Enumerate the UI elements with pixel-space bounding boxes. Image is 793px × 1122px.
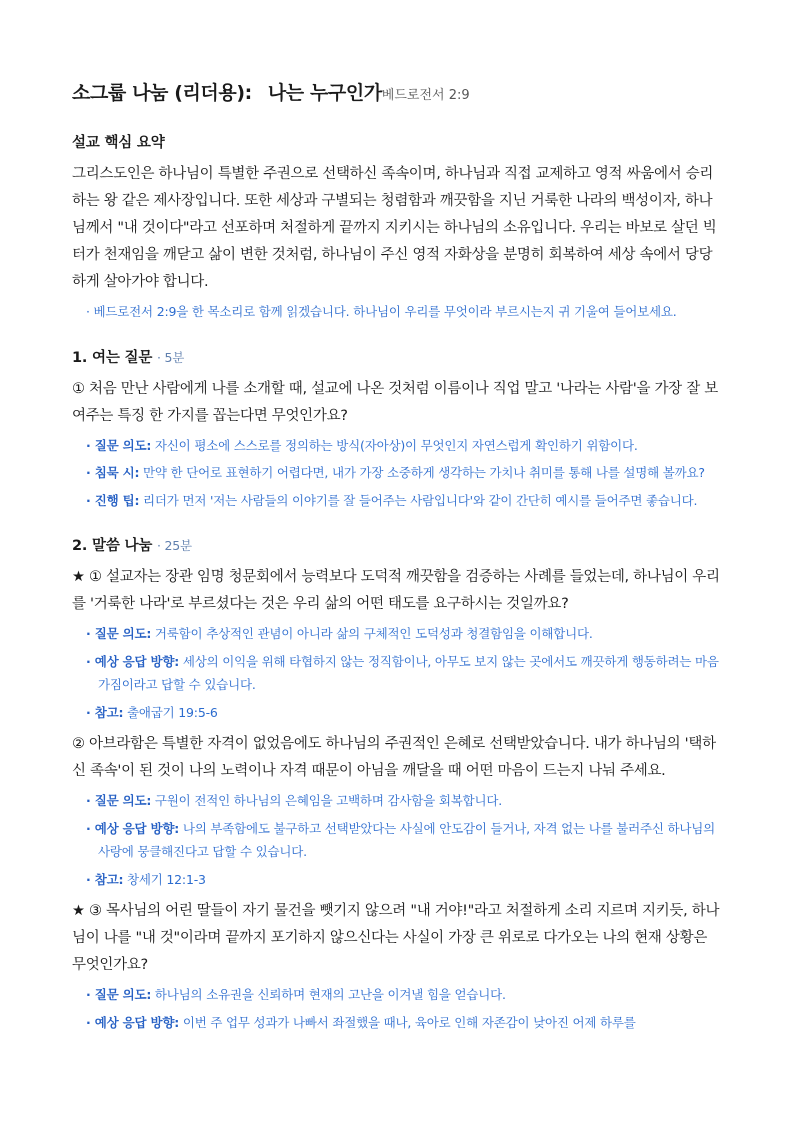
scripture-reference: 베드로전서 2:9 bbox=[381, 88, 470, 103]
summary-body: 그리스도인은 하나님이 특별한 주권으로 선택하신 족속이며, 하나님과 직접 교제하고 영적 싸움에서 승리하는 왕 같은 제사장입니다. 또한 세상과 구별되는 청렴함과 깨끗함을 지닌 거룩한 나라의 백성이자, 하나님께서 "내 것이다"라고 선포하며 처절하게 끝까지 지키시는 하나님의 소유입니다. 우리는 바보로 살던 빅터가 천재임을 깨닫고 삶이 변한 것처럼, 하나님이 주신 영적 자화상을 분명히 회복하여 세상 속에서 당당하게 살아가야 합니다. bbox=[72, 166, 717, 290]
note-label: · 질문 의도: bbox=[86, 626, 152, 641]
note-text: 하나님의 소유권을 신뢰하며 현재의 고난을 이겨낼 힘을 얻습니다. bbox=[151, 987, 506, 1002]
question-text: ★ ① 설교자는 장관 임명 청문회에서 능력보다 도덕적 깨끗함을 검증하는 사례를 들었는데, 하나님이 우리를 '거룩한 나라'로 부르셨다는 것은 우리 삶의 어떤 태도를 요구하시는 것일까요? bbox=[72, 569, 720, 612]
section-title: 1. 여는 질문 bbox=[72, 349, 153, 366]
leader-note bbox=[86, 983, 721, 1007]
summary-heading: 설교 핵심 요약 bbox=[72, 135, 165, 151]
note-label: · 참고: bbox=[86, 871, 124, 887]
note-text: 구원이 전적인 하나님의 은혜임을 고백하며 감사함을 회복합니다. bbox=[151, 793, 502, 808]
note-label: · 예상 응답 방향: bbox=[86, 653, 180, 669]
leader-note bbox=[86, 789, 721, 813]
title-text: 소그룹 나눔 (리더용): bbox=[72, 82, 252, 104]
section-time: · 5분 bbox=[156, 349, 185, 365]
summary-note: · 베드로전서 2:9을 한 목소리로 함께 읽겠습니다. 하나님이 우리를 무엇이라 부르시는지 귀 기울여 들어보세요. bbox=[86, 304, 677, 319]
section-title: 2. 말씀 나눔 bbox=[72, 538, 153, 554]
note-label: · 예상 응답 방향: bbox=[86, 820, 180, 836]
note-label: · 진행 팁: bbox=[86, 492, 140, 508]
leader-note bbox=[86, 461, 721, 485]
section-heading bbox=[72, 346, 721, 367]
note-label: · 질문 의도: bbox=[86, 437, 152, 453]
note-text: 이번 주 업무 성과가 나빠서 좌절했을 때나, 육아로 인해 자존감이 낮아진 어제 하루를 bbox=[179, 1014, 636, 1030]
note-text: 리더가 먼저 '저는 사람들의 이야기를 잘 들어주는 사람입니다'와 같이 간단히 예시를 들어주면 좋습니다. bbox=[139, 492, 698, 508]
note-label: · 질문 의도: bbox=[86, 987, 152, 1002]
note-label: · 참고: bbox=[86, 704, 124, 720]
title-subtitle: 나는 누구인가 bbox=[267, 82, 382, 104]
section-time: · 25분 bbox=[156, 538, 192, 553]
note-text: 자신이 평소에 스스로를 정의하는 방식(자아상)이 무엇인지 자연스럽게 확인하기 위함이다. bbox=[151, 437, 638, 453]
note-label: · 예상 응답 방향: bbox=[86, 1014, 180, 1030]
leader-note bbox=[86, 701, 721, 725]
note-label: · 침묵 시: bbox=[86, 465, 140, 480]
question-text: ② 아브라함은 특별한 자격이 없었음에도 하나님의 주권적인 은혜로 선택받았습니다. 내가 하나님의 '택하신 족속'이 된 것이 나의 노력이나 자격 때문이 아님을 깨달을 때 어떤 마음이 드는지 나눠 주세요. bbox=[72, 736, 716, 779]
note-text: 나의 부족함에도 불구하고 선택받았다는 사실에 안도감이 들거나, 자격 없는 나를 불러주신 하나님의 사랑에 뭉클해진다고 답할 수 있습니다. bbox=[98, 820, 715, 859]
note-text: 창세기 12:1-3 bbox=[123, 871, 206, 887]
leader-note bbox=[86, 622, 721, 646]
question-text: ① 처음 만난 사람에게 나를 소개할 때, 설교에 나온 것처럼 이름이나 직업 말고 '나라는 사람'을 가장 잘 보여주는 특징 한 가지를 꼽는다면 무엇인가요? bbox=[72, 380, 718, 424]
leader-note bbox=[86, 489, 721, 513]
note-text: 거룩함이 추상적인 관념이 아니라 삶의 구체적인 도덕성과 청결함임을 이해합니다. bbox=[151, 626, 593, 641]
section-heading bbox=[72, 534, 721, 555]
leader-note bbox=[86, 434, 721, 458]
note-text: 세상의 이익을 위해 타협하지 않는 정직함이나, 아무도 보지 않는 곳에서도 깨끗하게 행동하려는 마음가짐이라고 답할 수 있습니다. bbox=[98, 653, 719, 692]
leader-note bbox=[86, 650, 721, 697]
document-title bbox=[72, 78, 721, 105]
note-text: 만약 한 단어로 표현하기 어렵다면, 내가 가장 소중하게 생각하는 가치나 취미를 통해 나를 설명해 볼까요? bbox=[139, 465, 705, 480]
leader-note bbox=[86, 868, 721, 892]
leader-note bbox=[86, 1011, 721, 1035]
note-label: · 질문 의도: bbox=[86, 793, 152, 808]
note-text: 출애굽기 19:5-6 bbox=[123, 704, 218, 720]
leader-note bbox=[86, 817, 721, 864]
question-text: ★ ③ 목사님의 어린 딸들이 자기 물건을 뺏기지 않으려 "내 거야!"라고 처절하게 소리 지르며 지키듯, 하나님이 나를 "내 것"이라며 끝까지 포기하지 않으신다는 사실이 가장 큰 위로로 다가오는 나의 현재 상황은 무엇인가요? bbox=[72, 903, 720, 973]
